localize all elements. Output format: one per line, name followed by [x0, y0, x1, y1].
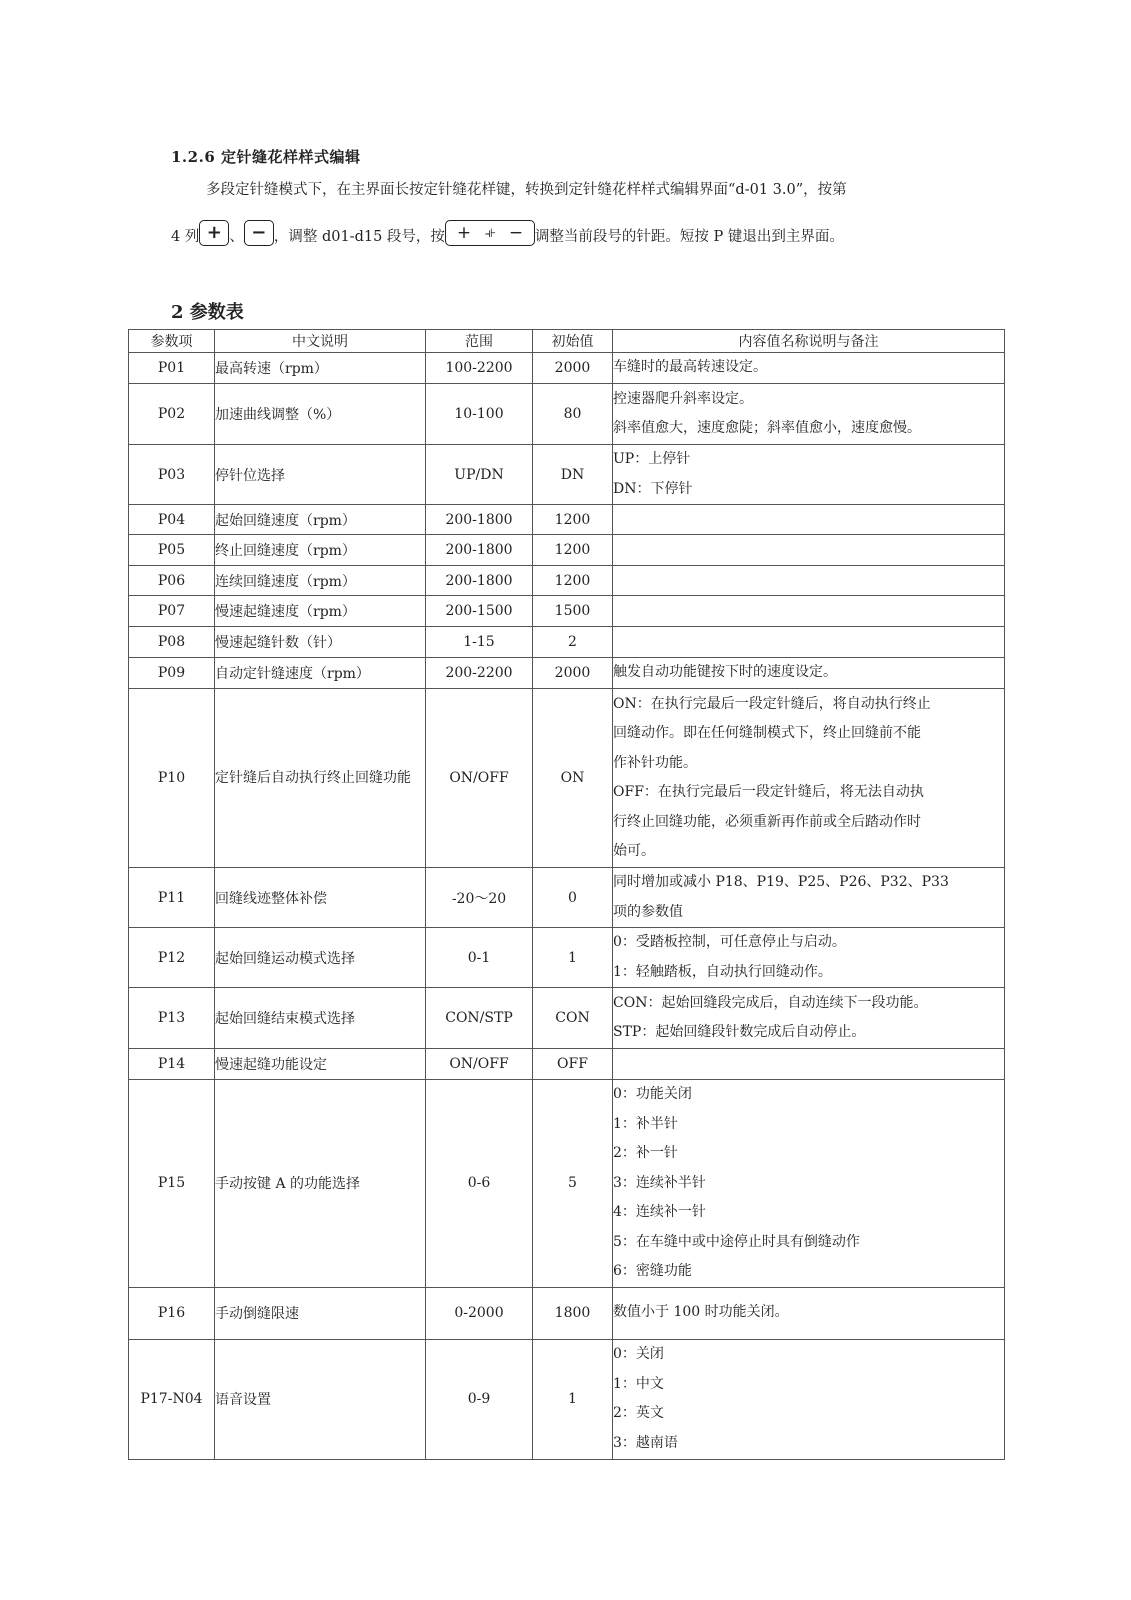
param-initial-cell: 2 — [533, 627, 613, 658]
table-heading: 2 参数表 — [171, 302, 244, 323]
table-row — [129, 505, 1005, 535]
param-initial-cell: 1200 — [533, 566, 613, 596]
header-initial-value: 初始值 — [533, 330, 613, 353]
param-notes-cell — [613, 535, 1005, 566]
param-name-cell: 终止回缝速度（rpm） — [215, 535, 426, 566]
param-range-cell: 0-6 — [426, 1080, 533, 1288]
param-range-cell: 0-9 — [426, 1339, 533, 1459]
param-id-cell: P13 — [129, 988, 215, 1049]
param-range-cell: 200-1800 — [426, 535, 533, 566]
param-name-cell: 加速曲线调整（%） — [215, 384, 426, 445]
param-initial-cell: CON — [533, 988, 613, 1049]
param-notes-cell — [613, 928, 1005, 988]
param-initial-cell: 1800 — [533, 1287, 613, 1339]
note-line: OFF：在执行完最后一段定针缝后，将无法自动执 — [613, 784, 924, 800]
section-title: 1.2.6 定针缝花样样式编辑 — [171, 148, 361, 166]
param-initial-cell: 80 — [533, 384, 613, 445]
param-notes-cell — [613, 627, 1005, 658]
note-line: 触发自动功能键按下时的速度设定。 — [613, 664, 837, 681]
param-notes-cell — [613, 566, 1005, 596]
param-id-cell: P06 — [129, 566, 215, 596]
param-id-cell: P02 — [129, 384, 215, 445]
paragraph-line-1: 多段定针缝模式下，在主界面长按定针缝花样键，转换到定针缝花样样式编辑界面“d-01 3.0”，按第 — [206, 182, 847, 198]
param-notes-cell — [613, 658, 1005, 689]
param-initial-cell: 1500 — [533, 596, 613, 627]
param-range-cell: 200-1800 — [426, 505, 533, 535]
parameter-table — [128, 329, 1005, 1460]
note-line: 6：密缝功能 — [613, 1263, 692, 1279]
param-initial-cell: 5 — [533, 1080, 613, 1288]
note-line: ON：在执行完最后一段定针缝后，将自动执行终止 — [613, 695, 931, 712]
wide-key-plus: + — [456, 223, 472, 243]
param-range-cell: 10-100 — [426, 384, 533, 445]
param-initial-cell: 1 — [533, 928, 613, 988]
param-notes-cell — [613, 596, 1005, 627]
header-param-id: 参数项 — [129, 330, 215, 353]
param-name-cell: 最高转速（rpm） — [215, 353, 426, 384]
param-initial-cell: ON — [533, 689, 613, 868]
table-row — [129, 627, 1005, 658]
param-name-cell: 慢速起缝速度（rpm） — [215, 596, 426, 627]
note-line: 3：越南语 — [613, 1434, 678, 1451]
param-notes-cell — [613, 505, 1005, 535]
table-row — [129, 445, 1005, 505]
param-id-cell: P10 — [129, 689, 215, 868]
table-row — [129, 928, 1005, 988]
param-notes-cell — [613, 445, 1005, 505]
note-line: 行终止回缝功能，必须重新再作前或全后踏动作时 — [613, 813, 921, 830]
note-line: 控速器爬升斜率设定。 — [613, 390, 753, 407]
param-range-cell: ON/OFF — [426, 689, 533, 868]
param-id-cell: P08 — [129, 627, 215, 658]
table-row — [129, 1339, 1005, 1459]
table-row — [129, 1080, 1005, 1288]
note-line: 1：中文 — [613, 1375, 664, 1392]
param-name-cell: 手动按键 A 的功能选择 — [215, 1080, 426, 1288]
param-notes-cell — [613, 1287, 1005, 1339]
param-range-cell: 200-2200 — [426, 658, 533, 689]
note-line: 1：补半针 — [613, 1115, 678, 1132]
para2-text-c: 调整当前段号的针距。短按 P 键退出到主界面。 — [534, 229, 844, 245]
param-initial-cell: 1200 — [533, 505, 613, 535]
param-name-cell: 回缝线迹整体补偿 — [215, 868, 426, 928]
note-line: DN：下停针 — [613, 480, 693, 497]
note-line: 斜率值愈大，速度愈陡；斜率值愈小，速度愈慢。 — [613, 420, 921, 436]
param-name-cell: 起始回缝速度（rpm） — [215, 505, 426, 535]
param-initial-cell: 1200 — [533, 535, 613, 566]
param-range-cell: ON/OFF — [426, 1049, 533, 1080]
param-range-cell: 100-2200 — [426, 353, 533, 384]
param-name-cell: 手动倒缝限速 — [215, 1287, 426, 1339]
param-name-cell: 慢速起缝功能设定 — [215, 1049, 426, 1080]
param-name-cell: 语音设置 — [215, 1339, 426, 1459]
para2-text-b: ，调整 d01-d15 段号，按 — [273, 229, 445, 245]
param-id-cell: P15 — [129, 1080, 215, 1288]
param-range-cell: 1-15 — [426, 627, 533, 658]
table-row — [129, 1049, 1005, 1080]
table-row — [129, 658, 1005, 689]
note-line: 同时增加或减小 P18、P19、P25、P26、P32、P33 — [613, 874, 949, 890]
param-name-cell: 定针缝后自动执行终止回缝功能 — [215, 689, 426, 868]
param-notes-cell — [613, 689, 1005, 868]
param-id-cell: P04 — [129, 505, 215, 535]
paragraph-line-2 — [171, 214, 844, 246]
note-line: 3：连续补半针 — [613, 1174, 706, 1191]
param-name-cell: 连续回缝速度（rpm） — [215, 566, 426, 596]
param-notes-cell — [613, 868, 1005, 928]
param-name-cell: 起始回缝结束模式选择 — [215, 988, 426, 1049]
param-id-cell: P14 — [129, 1049, 215, 1080]
param-id-cell: P05 — [129, 535, 215, 566]
param-id-cell: P09 — [129, 658, 215, 689]
param-notes-cell — [613, 1080, 1005, 1288]
param-initial-cell: OFF — [533, 1049, 613, 1080]
param-id-cell: P03 — [129, 445, 215, 505]
note-line: CON：起始回缝段完成后，自动连续下一段功能。 — [613, 994, 928, 1011]
note-line: 1：轻触踏板，自动执行回缝动作。 — [613, 963, 832, 980]
table-row — [129, 988, 1005, 1049]
param-id-cell: P07 — [129, 596, 215, 627]
param-range-cell: 0-1 — [426, 928, 533, 988]
note-line: 项的参数值 — [613, 903, 683, 920]
table-header-row — [129, 330, 1005, 353]
param-id-cell: P11 — [129, 868, 215, 928]
plus-key-icon: + — [199, 220, 229, 246]
note-line: 车缝时的最高转速设定。 — [613, 359, 767, 376]
param-initial-cell: 2000 — [533, 353, 613, 384]
note-line: 始可。 — [613, 843, 655, 859]
param-id-cell: P16 — [129, 1287, 215, 1339]
param-id-cell: P01 — [129, 353, 215, 384]
param-initial-cell: 1 — [533, 1339, 613, 1459]
note-line: 回缝动作。即在任何缝制模式下，终止回缝前不能 — [613, 725, 921, 741]
note-line: 2：英文 — [613, 1405, 664, 1421]
param-notes-cell — [613, 353, 1005, 384]
table-row — [129, 535, 1005, 566]
note-line: 作补针功能。 — [613, 754, 697, 771]
param-initial-cell: DN — [533, 445, 613, 505]
table-row — [129, 596, 1005, 627]
note-line: UP：上停针 — [613, 451, 691, 467]
param-initial-cell: 0 — [533, 868, 613, 928]
header-description: 中文说明 — [215, 330, 426, 353]
param-id-cell: P12 — [129, 928, 215, 988]
param-name-cell: 停针位选择 — [215, 445, 426, 505]
param-range-cell: 200-1500 — [426, 596, 533, 627]
param-notes-cell — [613, 1339, 1005, 1459]
table-row — [129, 566, 1005, 596]
param-name-cell: 起始回缝运动模式选择 — [215, 928, 426, 988]
param-initial-cell: 2000 — [533, 658, 613, 689]
header-range: 范围 — [426, 330, 533, 353]
note-line: STP：起始回缝段针数完成后自动停止。 — [613, 1024, 866, 1040]
param-range-cell: 200-1800 — [426, 566, 533, 596]
stitch-length-key-icon — [445, 220, 535, 246]
note-line: 4：连续补一针 — [613, 1204, 706, 1220]
para2-separator: 、 — [229, 229, 244, 245]
stitch-glyph-icon: ⫞⊦ — [484, 226, 496, 240]
param-name-cell: 慢速起缝针数（针） — [215, 627, 426, 658]
header-notes: 内容值名称说明与备注 — [613, 330, 1005, 353]
param-notes-cell — [613, 384, 1005, 445]
param-name-cell: 自动定针缝速度（rpm） — [215, 658, 426, 689]
note-line: 0：功能关闭 — [613, 1086, 692, 1102]
table-row — [129, 689, 1005, 868]
param-id-cell: P17-N04 — [129, 1339, 215, 1459]
param-range-cell: -20～20 — [426, 868, 533, 928]
minus-key-icon: − — [244, 220, 274, 246]
note-line: 数值小于 100 时功能关闭。 — [613, 1304, 789, 1321]
table-row — [129, 1287, 1005, 1339]
param-range-cell: UP/DN — [426, 445, 533, 505]
wide-key-minus: − — [508, 223, 524, 243]
note-line: 0：关闭 — [613, 1346, 664, 1362]
note-line: 0：受踏板控制，可任意停止与启动。 — [613, 934, 846, 950]
para2-text-a: 4 列 — [171, 229, 200, 245]
note-line: 5：在车缝中或中途停止时具有倒缝动作 — [613, 1233, 860, 1250]
param-notes-cell — [613, 988, 1005, 1049]
note-line: 2：补一针 — [613, 1145, 678, 1161]
param-range-cell: 0-2000 — [426, 1287, 533, 1339]
param-notes-cell — [613, 1049, 1005, 1080]
table-row — [129, 868, 1005, 928]
table-row — [129, 384, 1005, 445]
param-range-cell: CON/STP — [426, 988, 533, 1049]
table-row — [129, 353, 1005, 384]
